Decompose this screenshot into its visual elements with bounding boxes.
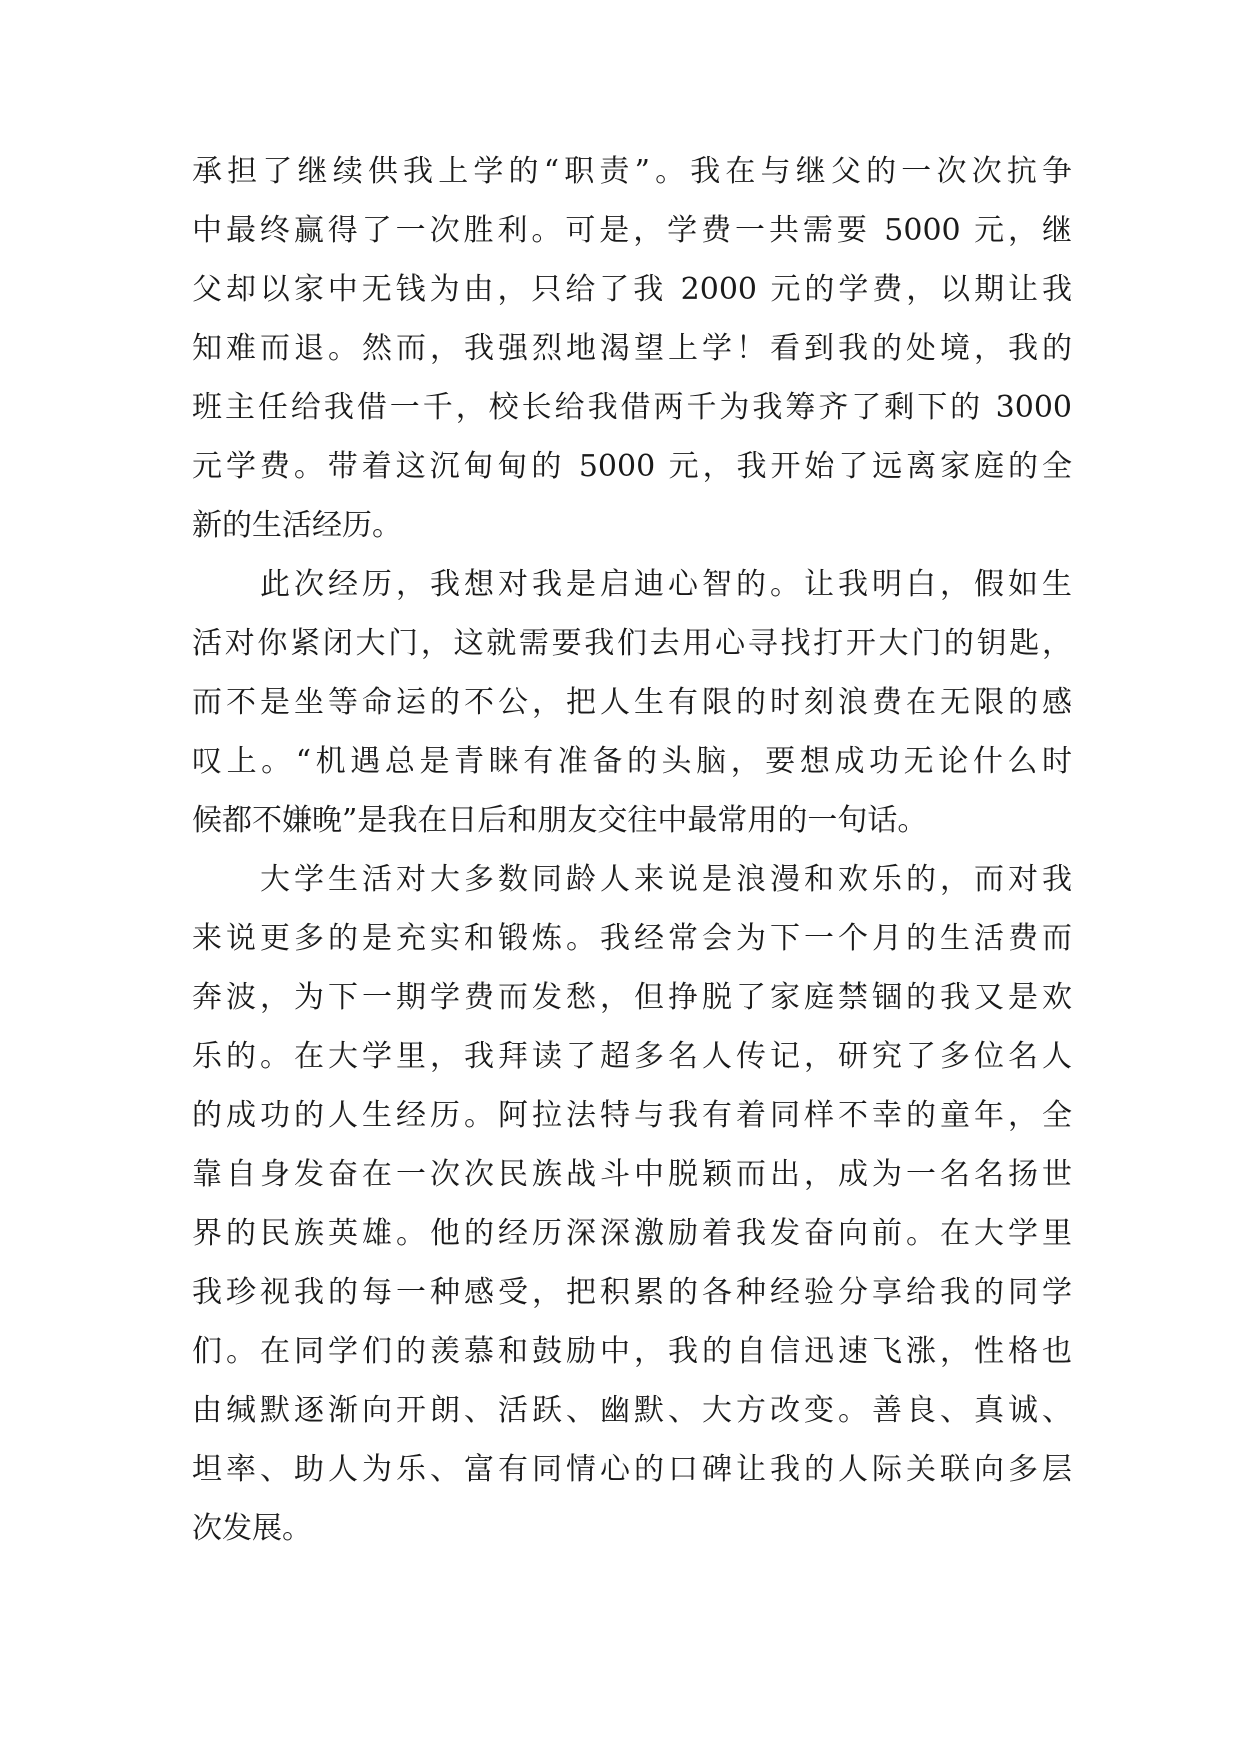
text-line: 新的生活经历。 (192, 508, 402, 543)
text-line: 元学费。带着这沉甸甸的 5000 元，我开始了远离家庭的全 (192, 449, 1072, 484)
text-line: 们。在同学们的羡慕和鼓励中，我的自信迅速飞涨，性格也 (192, 1334, 1072, 1369)
text-line: 叹上。“机遇总是青睐有准备的头脑，要想成功无论什么时 (192, 744, 1072, 779)
text-line: 我珍视我的每一种感受，把积累的各种经验分享给我的同学 (192, 1275, 1072, 1310)
text-line: 奔波，为下一期学费而发愁，但挣脱了家庭禁锢的我又是欢 (192, 980, 1072, 1015)
text-line: 承担了继续供我上学的“职责”。我在与继父的一次次抗争 (192, 154, 1072, 189)
text-line: 坦率、助人为乐、富有同情心的口碑让我的人际关联向多层 (192, 1452, 1072, 1487)
text-line: 活对你紧闭大门，这就需要我们去用心寻找打开大门的钥匙， (192, 626, 1072, 661)
text-line: 知难而退。然而，我强烈地渴望上学！看到我的处境，我的 (192, 331, 1072, 366)
text-line: 次发展。 (192, 1511, 312, 1546)
text-line: 的成功的人生经历。阿拉法特与我有着同样不幸的童年，全 (192, 1098, 1072, 1133)
text-line: 候都不嫌晚”是我在日后和朋友交往中最常用的一句话。 (192, 803, 928, 838)
text-line: 由缄默逐渐向开朗、活跃、幽默、大方改变。善良、真诚、 (192, 1393, 1072, 1428)
text-line: 靠自身发奋在一次次民族战斗中脱颖而出，成为一名名扬世 (192, 1157, 1072, 1192)
text-line: 乐的。在大学里，我拜读了超多名人传记，研究了多位名人 (192, 1039, 1072, 1074)
text-line: 而不是坐等命运的不公，把人生有限的时刻浪费在无限的感 (192, 685, 1072, 720)
text-line: 界的民族英雄。他的经历深深激励着我发奋向前。在大学里 (192, 1216, 1072, 1251)
text-line: 来说更多的是充实和锻炼。我经常会为下一个月的生活费而 (192, 921, 1072, 956)
text-line: 大学生活对大多数同龄人来说是浪漫和欢乐的，而对我 (192, 862, 1072, 897)
text-line: 班主任给我借一千，校长给我借两千为我筹齐了剩下的 3000 (192, 390, 1072, 425)
text-line: 父却以家中无钱为由，只给了我 2000 元的学费，以期让我 (192, 272, 1072, 307)
text-line: 此次经历，我想对我是启迪心智的。让我明白，假如生 (192, 567, 1072, 602)
text-line: 中最终赢得了一次胜利。可是，学费一共需要 5000 元，继 (192, 213, 1072, 248)
